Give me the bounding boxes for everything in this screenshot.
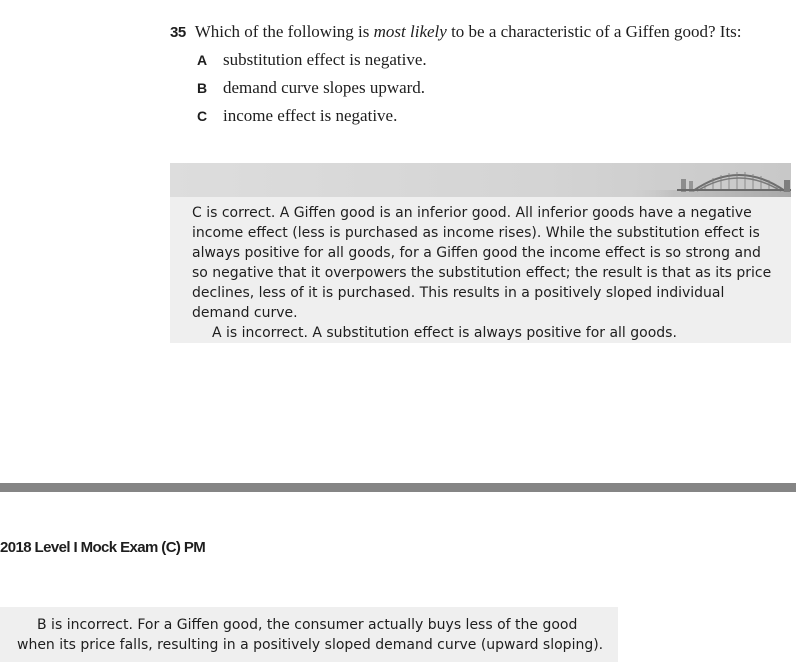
continued-answer-text	[17, 615, 612, 655]
continued-answer-box	[0, 607, 618, 662]
answer-explanation	[192, 203, 777, 343]
question-emphasis: most likely	[373, 22, 447, 41]
question-stem	[170, 22, 742, 42]
option-a-letter: A	[197, 52, 208, 68]
answer-paragraph-b: B is incorrect. For a Giffen good, the consumer actually buys less of the good when its price falls, resulting in a positively sloped demand curve (upward sloping).	[17, 617, 604, 653]
option-a	[197, 50, 427, 70]
option-b-text: demand curve slopes upward.	[223, 78, 426, 97]
answer-paragraph-correct: C is correct. A Giffen good is an inferior good. All inferior goods have a negative income effect (less is purchased as income rises). While the substitution effect is always positive for all goods, for a Giffen good the income effect is so strong and so negative that it overpowers the substitution effect; the result is that as its price declines, less of it is purchased. This results in a positively sloped individual demand curve.	[192, 205, 772, 321]
question-number: 35	[170, 24, 186, 41]
option-b	[197, 78, 425, 98]
page-divider	[0, 483, 796, 492]
option-c-text: income effect is negative.	[223, 106, 398, 125]
answer-box	[170, 163, 791, 343]
question-text-after: to be a characteristic of a Giffen good? Its:	[446, 22, 742, 41]
option-c	[197, 106, 397, 126]
question-text-before: Which of the following is	[194, 22, 374, 41]
bridge-illustration-icon	[621, 163, 791, 197]
exam-title: 2018 Level I Mock Exam (C) PM	[0, 539, 206, 556]
option-a-text: substitution effect is negative.	[223, 50, 427, 69]
option-b-letter: B	[197, 80, 208, 96]
answer-header-band	[170, 163, 791, 197]
answer-paragraph-a: A is incorrect. A substitution effect is always positive for all goods.	[212, 325, 677, 341]
option-c-letter: C	[197, 108, 208, 124]
